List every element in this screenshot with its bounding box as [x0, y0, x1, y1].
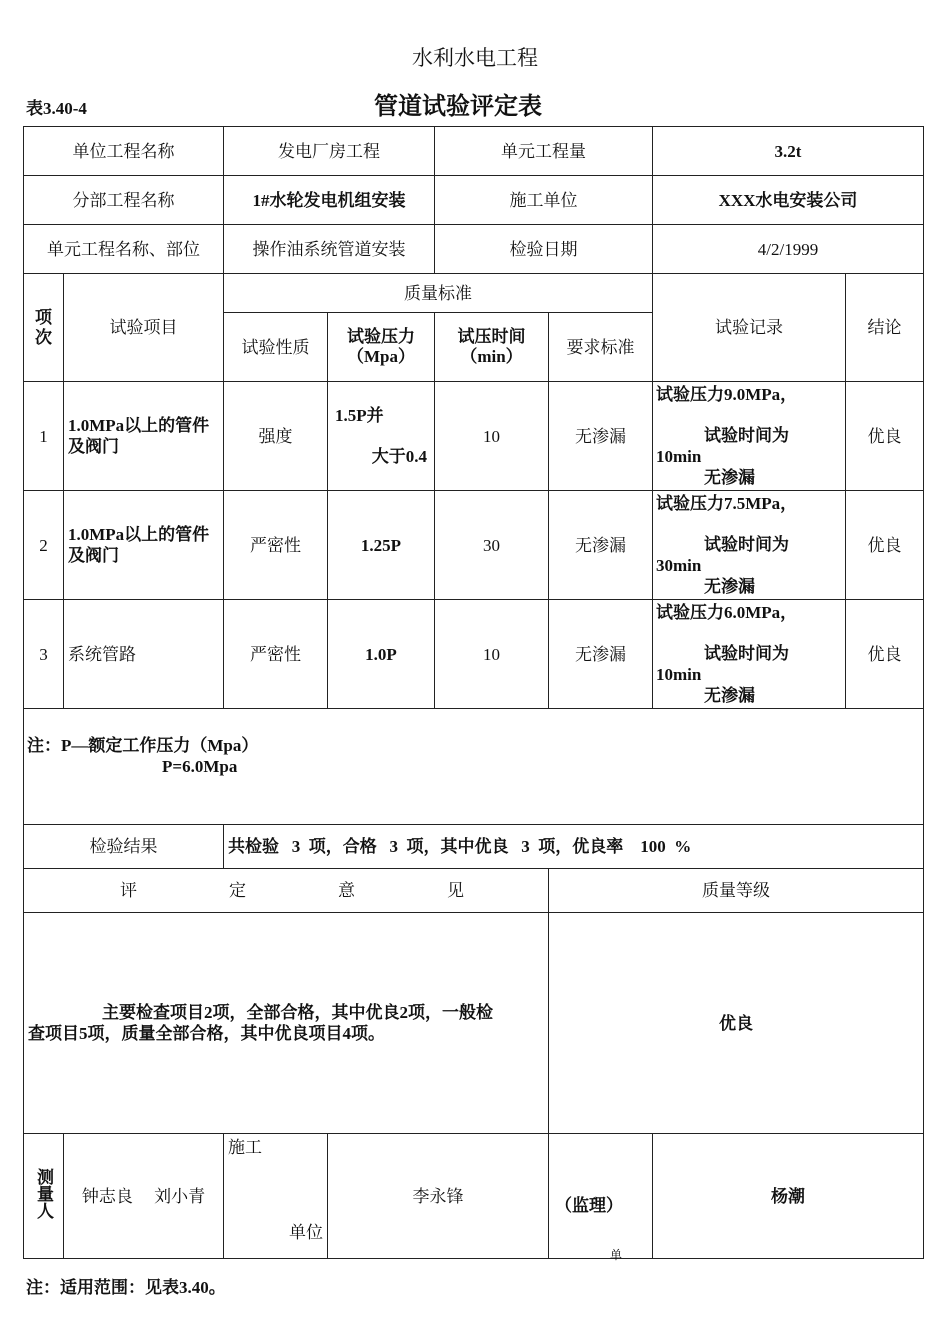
record-line1: 试验压力6.0MPa，: [656, 603, 798, 622]
record-line2: 试验时间为: [704, 426, 789, 445]
opinion-header-char: 见: [447, 881, 464, 900]
opinion-header: [24, 869, 549, 913]
col-test-record: 试验记录: [653, 274, 846, 382]
row-test-pressure: 1.25P: [328, 491, 435, 600]
unit-quantity-value: 3.2t: [653, 127, 924, 176]
grade-header: 质量等级: [549, 869, 924, 913]
table-row: [24, 382, 924, 491]
row-conclusion: 优良: [846, 382, 924, 491]
footer-note: 注：适用范围：见表3.40。: [26, 1278, 226, 1297]
col-conclusion: 结论: [846, 274, 924, 382]
evaluation-header-row: [24, 869, 924, 913]
row-test-nature: 严密性: [224, 600, 328, 709]
surveyor-names: 钟志良 刘小青: [64, 1134, 224, 1259]
row-conclusion: 优良: [846, 600, 924, 709]
opinion-text-line1: 主要检查项目2项，全部合格，其中优良2项，一般检: [102, 1003, 493, 1022]
row-test-pressure: [328, 382, 435, 491]
unit-quantity-label: 单元工程量: [435, 127, 653, 176]
contractor-label: 施工单位: [435, 176, 653, 225]
signature-row: [24, 1134, 924, 1259]
evaluation-table: [23, 126, 924, 1259]
row-test-record: [653, 600, 846, 709]
row-test-record: [653, 491, 846, 600]
note-cell: [24, 709, 924, 825]
row-requirement: 无渗漏: [549, 600, 653, 709]
surveyor-label-cell: [24, 1134, 64, 1259]
result-row: [24, 825, 924, 869]
row-test-item: 1.0MPa以上的管件及阀门: [64, 382, 224, 491]
row-test-nature: 严密性: [224, 491, 328, 600]
sub-project-label: 分部工程名称: [24, 176, 224, 225]
col-test-item: 试验项目: [64, 274, 224, 382]
record-line3: 10min: [656, 665, 702, 684]
record-line4: 无渗漏: [704, 468, 755, 487]
row-pressure-line1: 1.5P并: [335, 406, 384, 425]
col-item-no: [24, 274, 64, 382]
row-no: 2: [24, 491, 64, 600]
col-test-time: 试压时间（min）: [435, 313, 549, 382]
col-test-pressure: 试验压力（Mpa）: [328, 313, 435, 382]
row-requirement: 无渗漏: [549, 491, 653, 600]
result-label: 检验结果: [24, 825, 224, 869]
row-test-item: 1.0MPa以上的管件及阀门: [64, 491, 224, 600]
row-test-pressure: 1.0P: [328, 600, 435, 709]
record-line4: 无渗漏: [704, 686, 755, 705]
contractor-value: XXX水电安装公司: [653, 176, 924, 225]
row-test-time: 10: [435, 382, 549, 491]
row-test-time: 30: [435, 491, 549, 600]
sub-project-value: 1#水轮发电机组安装: [224, 176, 435, 225]
supervision-person: 杨潮: [653, 1134, 924, 1259]
date-label: 检验日期: [435, 225, 653, 274]
element-value: 操作油系统管道安装: [224, 225, 435, 274]
element-label: 单元工程名称、部位: [24, 225, 224, 274]
record-line2: 试验时间为: [704, 644, 789, 663]
col-requirement: 要求标准: [549, 313, 653, 382]
info-row-unit: [24, 127, 924, 176]
result-text: 共检验 3 项，合格 3 项，其中优良 3 项，优良率 100 %: [224, 825, 924, 869]
unit-project-value: 发电厂房工程: [224, 127, 435, 176]
note-row: [24, 709, 924, 825]
document-title: 管道试验评定表: [374, 94, 542, 120]
opinion-text: [24, 913, 549, 1134]
opinion-header-char: 意: [338, 881, 355, 900]
row-requirement: 无渗漏: [549, 382, 653, 491]
note-line2: P=6.0Mpa: [162, 757, 238, 776]
col-quality-standard: 质量标准: [224, 274, 653, 313]
record-line1: 试验压力9.0MPa，: [656, 385, 798, 404]
opinion-header-char: 定: [229, 881, 246, 900]
record-line1: 试验压力7.5MPa，: [656, 494, 798, 513]
table-number: 表3.40-4: [26, 99, 87, 118]
row-test-record: [653, 382, 846, 491]
document-title-top: 水利水电工程: [412, 46, 538, 70]
evaluation-body-row: [24, 913, 924, 1134]
record-line3: 30min: [656, 556, 702, 575]
grade-value: 优良: [549, 913, 924, 1134]
row-conclusion: 优良: [846, 491, 924, 600]
opinion-text-line2: 查项目5项，质量全部合格，其中优良项目4项。: [28, 1024, 385, 1043]
col-item-no-text: 项次: [35, 307, 52, 347]
unit-project-label: 单位工程名称: [24, 127, 224, 176]
table-row: [24, 491, 924, 600]
info-row-sub: [24, 176, 924, 225]
header-row-1: [24, 274, 924, 313]
row-test-item: 系统管路: [64, 600, 224, 709]
supervision-cut-char: 单: [610, 1248, 623, 1262]
record-line4: 无渗漏: [704, 577, 755, 596]
info-row-element: [24, 225, 924, 274]
surveyor-label: 测量人: [34, 1168, 53, 1219]
row-no: 3: [24, 600, 64, 709]
row-test-time: 10: [435, 600, 549, 709]
construction-unit-cell: [224, 1134, 328, 1259]
construction-person: 李永锋: [328, 1134, 549, 1259]
note-line1: 注：P—额定工作压力（Mpa）: [27, 736, 259, 755]
construction-label: 施工: [228, 1138, 262, 1157]
construction-unit-label: 单位: [289, 1223, 323, 1242]
row-pressure-line2: 大于0.4: [371, 447, 427, 466]
row-test-nature: 强度: [224, 382, 328, 491]
date-value: 4/2/1999: [653, 225, 924, 274]
table-row: [24, 600, 924, 709]
opinion-header-char: 评: [120, 881, 137, 900]
row-no: 1: [24, 382, 64, 491]
record-line2: 试验时间为: [704, 535, 789, 554]
record-line3: 10min: [656, 447, 702, 466]
col-test-nature: 试验性质: [224, 313, 328, 382]
supervision-label: （监理）: [549, 1134, 653, 1259]
